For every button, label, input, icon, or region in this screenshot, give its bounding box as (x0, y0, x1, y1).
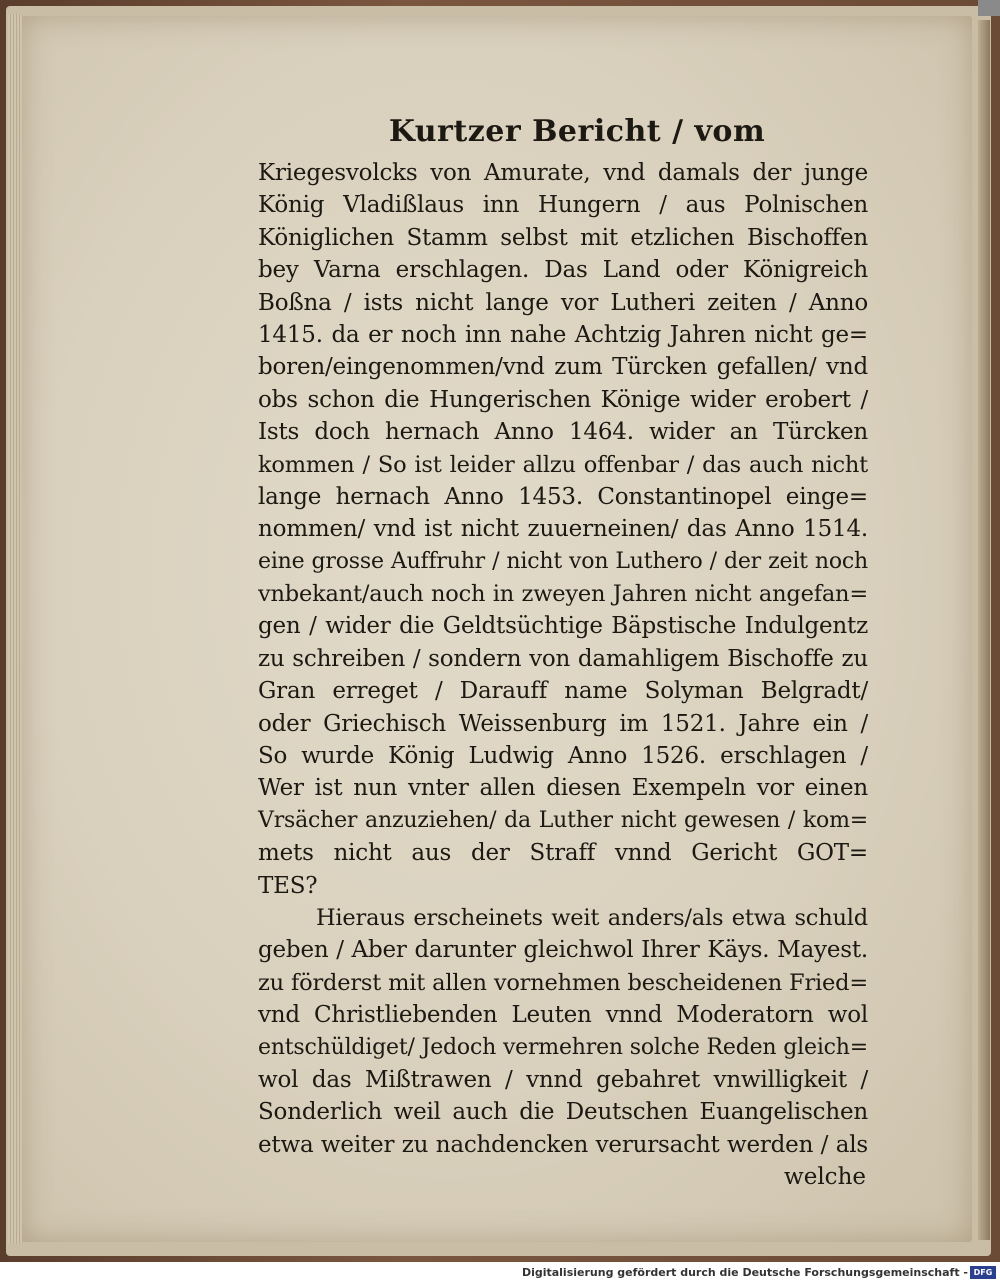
text-line: etwa weiter zu nachdencken verursacht werden / als (258, 1131, 868, 1158)
page-edges-right (978, 20, 990, 1240)
text-line: gen / wider die Geldtsüchtige Bäpstische Indulgentz (258, 613, 868, 640)
text-line: Vrsächer anzuziehen/ da Luther nicht gewesen / kom= (258, 807, 868, 833)
page-text-block (258, 112, 868, 1193)
text-line: eine grosse Auffruhr / nicht von Luthero / der zeit noch (258, 548, 868, 574)
text-line: bey Varna erschlagen. Das Land oder Königreich (258, 257, 868, 284)
paragraph-start-line: Hieraus erscheinets weit anders/als etwa schuld (316, 904, 868, 931)
text-line: entschüldiget/ Jedoch vermehren solche Reden gleich= (258, 1034, 868, 1060)
catchword: welche (784, 1164, 866, 1191)
text-line: boren/eingenommen/vnd zum Türcken gefallen/ vnd (258, 354, 868, 381)
scanner-clip (978, 0, 1000, 16)
text-line: Sonderlich weil auch die Deutschen Euangelischen (258, 1099, 868, 1126)
text-line: kommen / So ist leider allzu offenbar / das auch nicht (258, 451, 868, 478)
text-line: 1415. da er noch inn nahe Achtzig Jahren nicht ge= (258, 321, 868, 348)
paragraph-end-line: TES? (258, 872, 318, 899)
text-line: König Vladißlaus inn Hungern / aus Polnischen (258, 192, 868, 219)
text-line: So wurde König Ludwig Anno 1526. erschlagen / (258, 743, 868, 770)
running-head: Kurtzer Bericht / vom (388, 114, 766, 149)
footer-bar (0, 1262, 1000, 1282)
text-line: vnbekant/auch noch in zweyen Jahren nicht angefan= (258, 581, 868, 608)
text-line: Boßna / ists nicht lange vor Lutheri zeiten / Anno (258, 289, 868, 316)
text-line: zu förderst mit allen vornehmen bescheidenen Fried= (258, 969, 868, 996)
text-line: Königlichen Stamm selbst mit etzlichen Bischoffen (258, 224, 868, 251)
text-line: nommen/ vnd ist nicht zuuerneinen/ das Anno 1514. (258, 516, 868, 543)
funding-notice: Digitalisierung gefördert durch die Deutsche Forschungsgemeinschaft - (521, 1266, 968, 1279)
text-line: Ists doch hernach Anno 1464. wider an Türcken (258, 419, 868, 446)
text-line: zu schreiben / sondern von damahligem Bischoffe zu (258, 645, 868, 672)
text-line: lange hernach Anno 1453. Constantinopel einge= (258, 483, 868, 510)
text-line: geben / Aber darunter gleichwol Ihrer Käys. Mayest. (258, 937, 868, 964)
text-line: mets nicht aus der Straff vnnd Gericht GOT= (258, 840, 868, 867)
dfg-logo-icon: DFG (970, 1266, 996, 1279)
text-line: obs schon die Hungerischen Könige wider erobert / (258, 386, 868, 413)
text-line: Wer ist nun vnter allen diesen Exempeln vor einen (258, 775, 868, 802)
text-line: oder Griechisch Weissenburg im 1521. Jahre ein / (258, 710, 868, 737)
text-line: wol das Mißtrawen / vnnd gebahret vnwilligkeit / (258, 1066, 868, 1093)
text-line: Kriegesvolcks von Amurate, vnd damals der junge (258, 160, 868, 186)
text-line: Gran erreget / Darauff name Solyman Belgradt/ (258, 678, 868, 705)
text-line: vnd Christliebenden Leuten vnnd Moderatorn wol (258, 1002, 868, 1029)
